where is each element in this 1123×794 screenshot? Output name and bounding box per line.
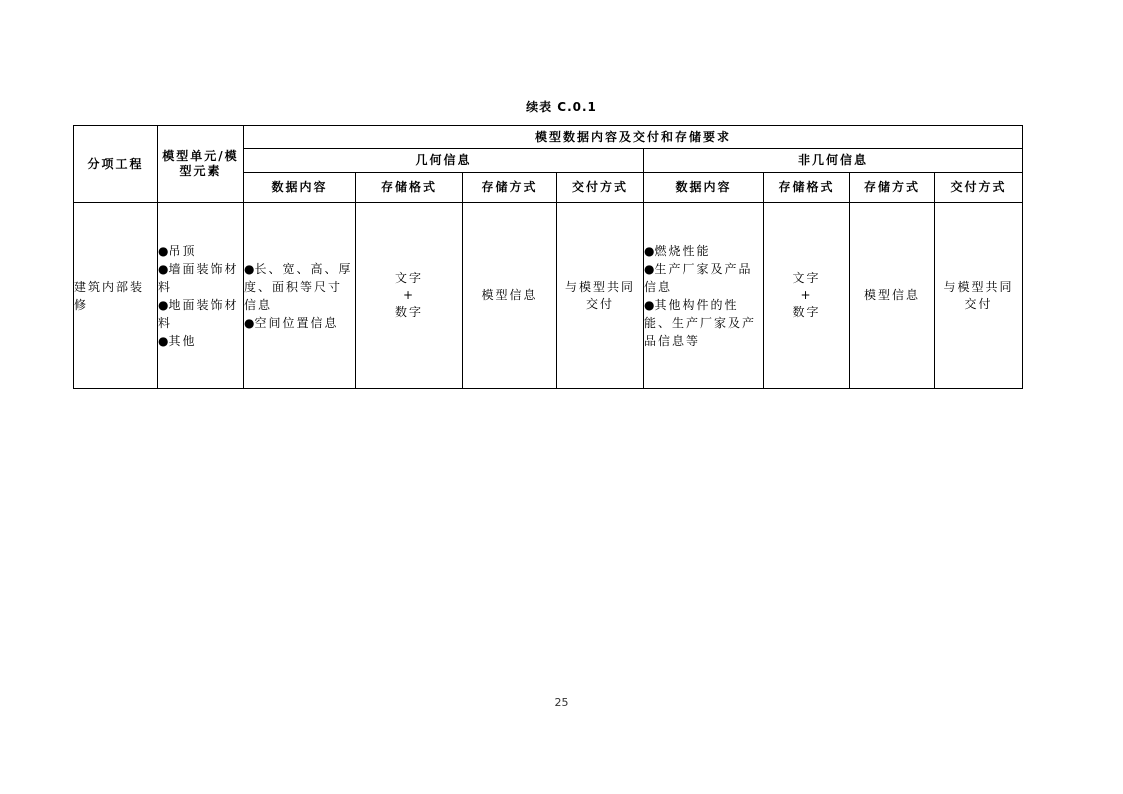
cell-division: 建筑内部装修 bbox=[74, 203, 158, 389]
header-geo-data-content: 数据内容 bbox=[244, 173, 356, 203]
list-item: ● 其他构件的性能、生产厂家及产品信息等 bbox=[644, 296, 763, 350]
cell-geo-data-content bbox=[244, 203, 356, 389]
header-ng-storage-format: 存储格式 bbox=[764, 173, 850, 203]
table-caption: 续表 C.0.1 bbox=[526, 100, 597, 114]
header-non-geometry: 非几何信息 bbox=[644, 149, 1023, 173]
list-item: ● 长、宽、高、厚度、面积等尺寸信息 bbox=[244, 260, 355, 314]
model-unit-list bbox=[158, 242, 243, 350]
header-ng-delivery-method: 交付方式 bbox=[935, 173, 1023, 203]
header-division: 分项工程 bbox=[74, 126, 158, 203]
list-item: ● 地面装饰材料 bbox=[158, 296, 243, 332]
cell-ng-data-content bbox=[644, 203, 764, 389]
header-ng-data-content: 数据内容 bbox=[644, 173, 764, 203]
page-number: 25 bbox=[554, 696, 569, 709]
header-geo-delivery-method: 交付方式 bbox=[557, 173, 644, 203]
list-item: ● 燃烧性能 bbox=[644, 242, 763, 260]
header-geometry: 几何信息 bbox=[244, 149, 644, 173]
format-line: 数字 bbox=[394, 305, 423, 319]
cell-model-units bbox=[158, 203, 244, 389]
list-item: ● 吊顶 bbox=[158, 242, 243, 260]
list-item: ● 生产厂家及产品信息 bbox=[644, 260, 763, 296]
format-line: + bbox=[402, 288, 416, 302]
header-ng-storage-method: 存储方式 bbox=[850, 173, 935, 203]
header-model-unit bbox=[158, 126, 244, 203]
spec-table bbox=[73, 125, 1023, 389]
ng-content-list bbox=[644, 242, 763, 350]
format-line: 文字 bbox=[792, 271, 821, 285]
cell-geo-storage-method: 模型信息 bbox=[463, 203, 557, 389]
cell-ng-storage-format bbox=[764, 203, 850, 389]
cell-ng-delivery-method: 与模型共同交付 bbox=[935, 203, 1023, 389]
cell-ng-storage-method: 模型信息 bbox=[850, 203, 935, 389]
cell-geo-delivery-method: 与模型共同交付 bbox=[557, 203, 644, 389]
header-geo-storage-format: 存储格式 bbox=[356, 173, 463, 203]
geo-content-list bbox=[244, 260, 355, 332]
format-line: 数字 bbox=[792, 305, 821, 319]
header-requirements: 模型数据内容及交付和存储要求 bbox=[244, 126, 1023, 149]
table-row bbox=[74, 203, 1023, 389]
header-geo-storage-method: 存储方式 bbox=[463, 173, 557, 203]
format-line: + bbox=[800, 288, 813, 302]
cell-geo-storage-format bbox=[356, 203, 463, 389]
list-item: ● 墙面装饰材料 bbox=[158, 260, 243, 296]
header-model-unit-text: 模型单元/模型元素 bbox=[162, 149, 239, 178]
format-line: 文字 bbox=[394, 271, 423, 285]
list-item: ● 空间位置信息 bbox=[244, 314, 355, 332]
list-item: ● 其他 bbox=[158, 332, 243, 350]
